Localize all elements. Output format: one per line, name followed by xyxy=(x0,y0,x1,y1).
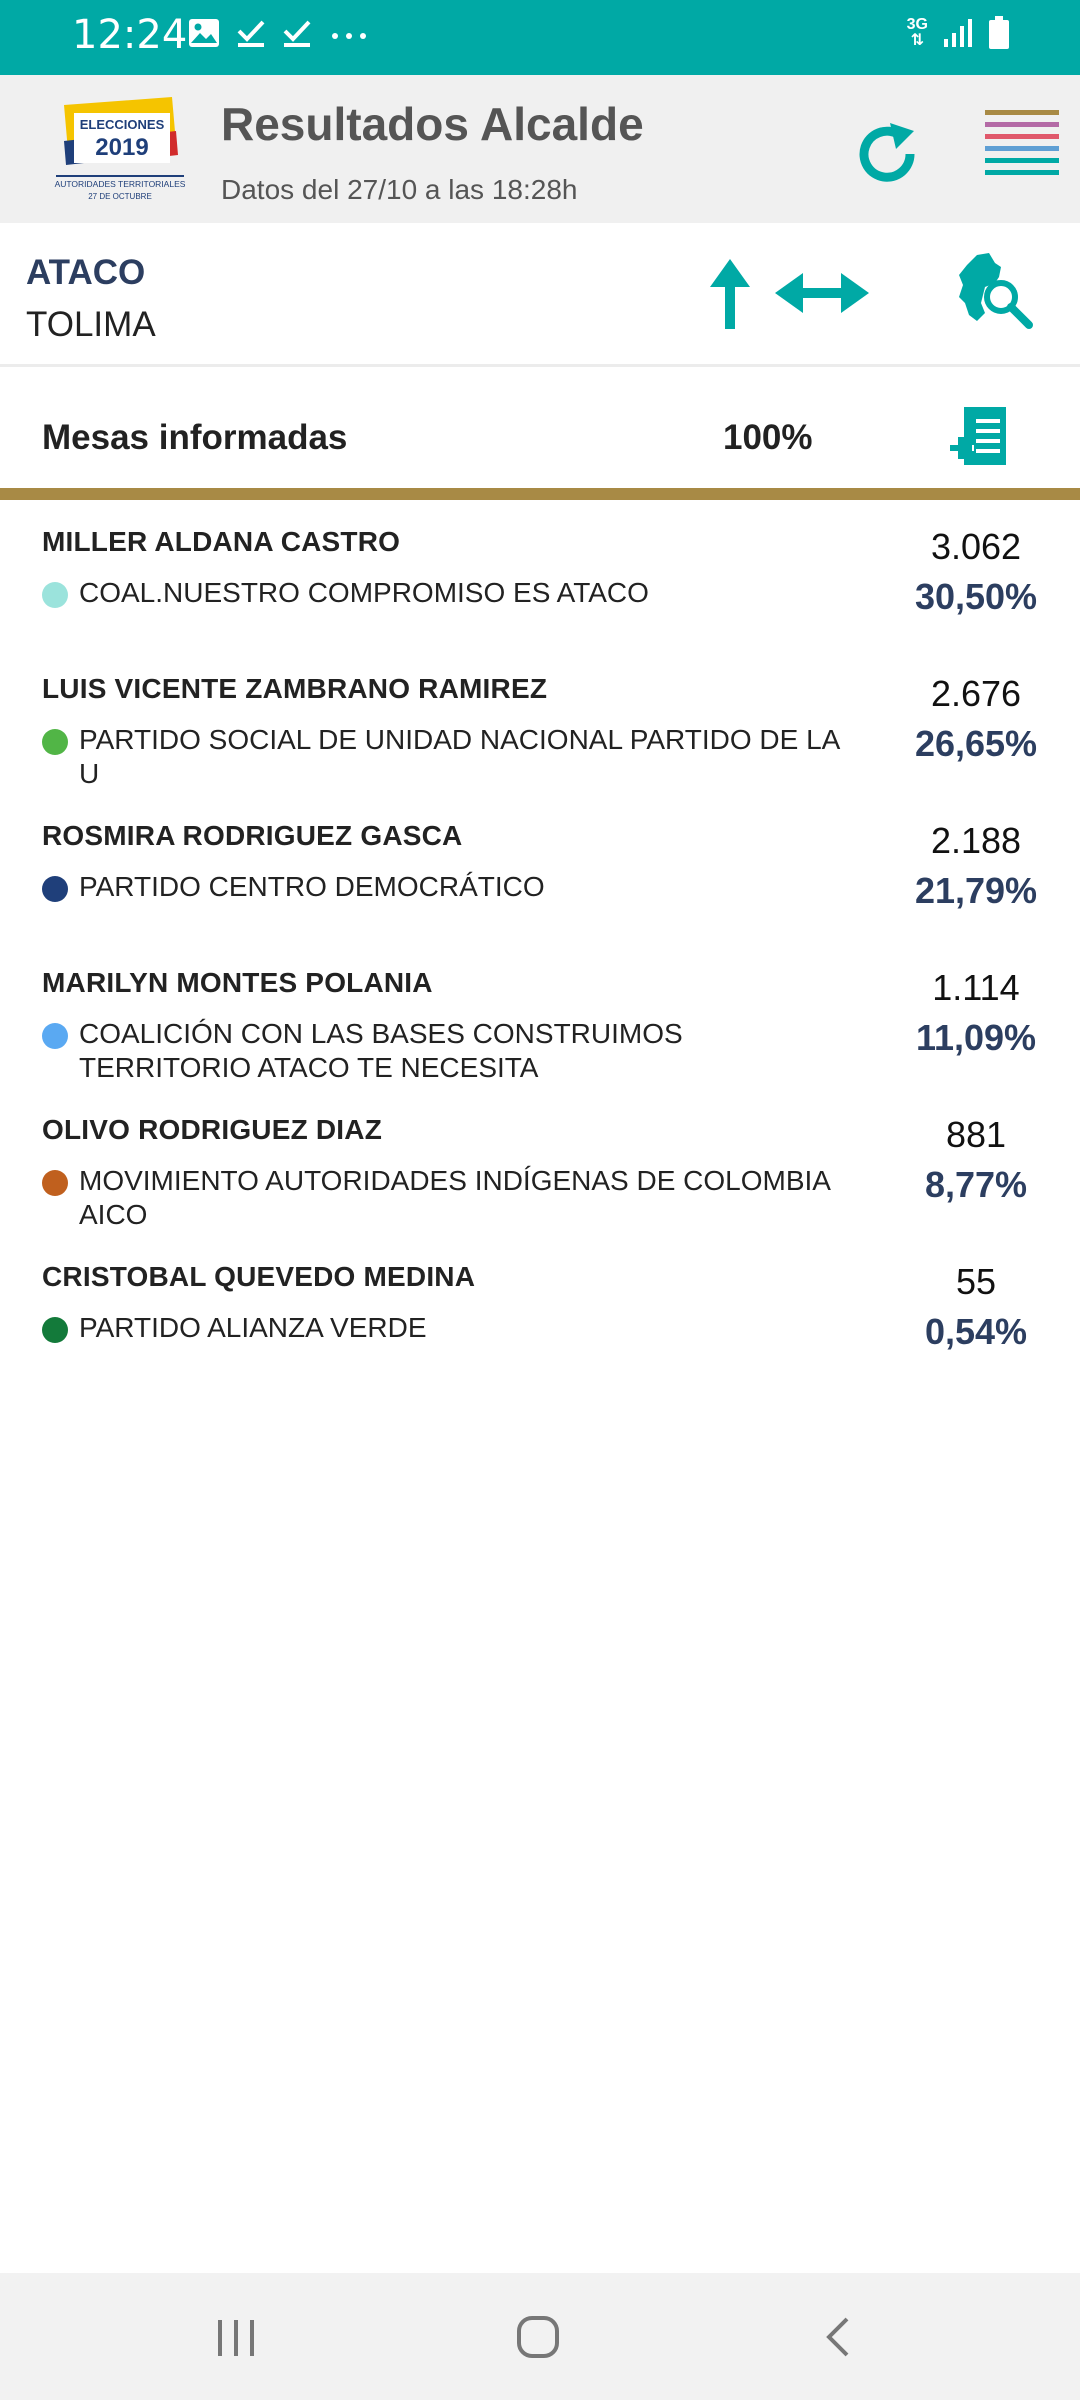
party-name: PARTIDO ALIANZA VERDE xyxy=(79,1312,427,1343)
page-title: Resultados Alcalde xyxy=(221,98,644,150)
vote-percent: 30,50% xyxy=(914,576,1038,617)
vote-percent: 21,79% xyxy=(914,870,1038,911)
check-icon xyxy=(236,18,266,48)
vote-count: 2.676 xyxy=(930,673,1022,714)
status-time: 12:24 xyxy=(72,12,188,58)
candidate-row[interactable] xyxy=(0,1088,1080,1235)
arrow-left-right-icon[interactable] xyxy=(775,271,869,315)
logo-date-text: 27 DE OCTUBRE xyxy=(88,192,152,201)
candidate-row[interactable] xyxy=(0,500,1080,647)
arrow-up-icon[interactable] xyxy=(706,259,754,329)
party-color-dot xyxy=(42,582,68,608)
image-icon xyxy=(188,18,220,48)
data-timestamp: Datos del 27/10 a las 18:28h xyxy=(221,174,578,205)
party-name: COALICIÓN CON LAS BASES CONSTRUIMOS TERRITORIO ATACO TE NECESITA xyxy=(79,1018,683,1083)
refresh-icon[interactable] xyxy=(852,119,922,189)
gold-divider xyxy=(0,488,1080,500)
candidate-name: MILLER ALDANA CASTRO xyxy=(42,526,401,557)
status-system-icons xyxy=(907,16,1010,50)
app-header xyxy=(0,75,1080,223)
candidate-row[interactable] xyxy=(0,941,1080,1088)
navigation-bar xyxy=(0,2273,1080,2400)
party-name: MOVIMIENTO AUTORIDADES INDÍGENAS DE COLOMBIA AICO xyxy=(79,1165,830,1230)
candidate-row[interactable] xyxy=(0,1235,1080,1382)
map-search-icon[interactable] xyxy=(955,251,1035,331)
party-color-dot xyxy=(42,729,68,755)
signal-icon xyxy=(942,17,974,49)
vote-percent: 11,09% xyxy=(915,1017,1037,1058)
candidate-name: LUIS VICENTE ZAMBRANO RAMIREZ xyxy=(42,673,548,704)
candidate-name: OLIVO RODRIGUEZ DIAZ xyxy=(42,1114,382,1145)
vote-count: 1.114 xyxy=(932,967,1020,1008)
reported-tables-value: 100% xyxy=(723,418,813,457)
candidate-name: MARILYN MONTES POLANIA xyxy=(42,967,433,998)
recent-apps-icon[interactable] xyxy=(216,2318,256,2358)
department-name: TOLIMA xyxy=(26,305,156,344)
report-detail-icon[interactable] xyxy=(948,405,1012,467)
home-icon[interactable] xyxy=(516,2315,560,2359)
menu-icon[interactable] xyxy=(985,110,1061,186)
party-color-dot xyxy=(42,1023,68,1049)
party-name: PARTIDO CENTRO DEMOCRÁTICO xyxy=(79,871,545,902)
battery-icon xyxy=(988,16,1010,50)
vote-count: 2.188 xyxy=(930,820,1022,861)
vote-percent: 26,65% xyxy=(914,723,1038,764)
vote-percent: 0,54% xyxy=(924,1311,1028,1352)
logo-top-text: ELECCIONES xyxy=(79,117,165,132)
location-bar xyxy=(0,223,1080,367)
elecciones-2019-logo xyxy=(46,95,194,205)
more-dots-icon xyxy=(328,18,370,48)
logo-year-text: 2019 xyxy=(95,134,149,161)
reported-tables-row xyxy=(0,370,1080,488)
status-notification-icons xyxy=(188,18,370,48)
vote-percent: 8,77% xyxy=(924,1164,1028,1205)
network-type: 3G ⇅ xyxy=(906,16,928,49)
party-color-dot xyxy=(42,1317,68,1343)
party-color-dot xyxy=(42,1170,68,1196)
party-name: PARTIDO SOCIAL DE UNIDAD NACIONAL PARTIDO DE LA U xyxy=(79,724,839,789)
reported-tables-label: Mesas informadas xyxy=(42,418,348,457)
candidate-row[interactable] xyxy=(0,794,1080,941)
status-bar xyxy=(0,0,1080,75)
vote-count: 881 xyxy=(945,1114,1007,1155)
candidate-row[interactable] xyxy=(0,647,1080,794)
party-name: COAL.NUESTRO COMPROMISO ES ATACO xyxy=(79,577,649,608)
municipality-name: ATACO xyxy=(26,253,146,292)
check-icon xyxy=(282,18,312,48)
candidate-name: ROSMIRA RODRIGUEZ GASCA xyxy=(42,820,463,851)
logo-sub-text: AUTORIDADES TERRITORIALES xyxy=(54,179,186,189)
vote-count: 3.062 xyxy=(930,526,1022,567)
vote-count: 55 xyxy=(955,1261,997,1302)
party-color-dot xyxy=(42,876,68,902)
candidate-list xyxy=(0,500,1080,1382)
candidate-name: CRISTOBAL QUEVEDO MEDINA xyxy=(42,1261,476,1292)
back-icon[interactable] xyxy=(823,2315,853,2359)
